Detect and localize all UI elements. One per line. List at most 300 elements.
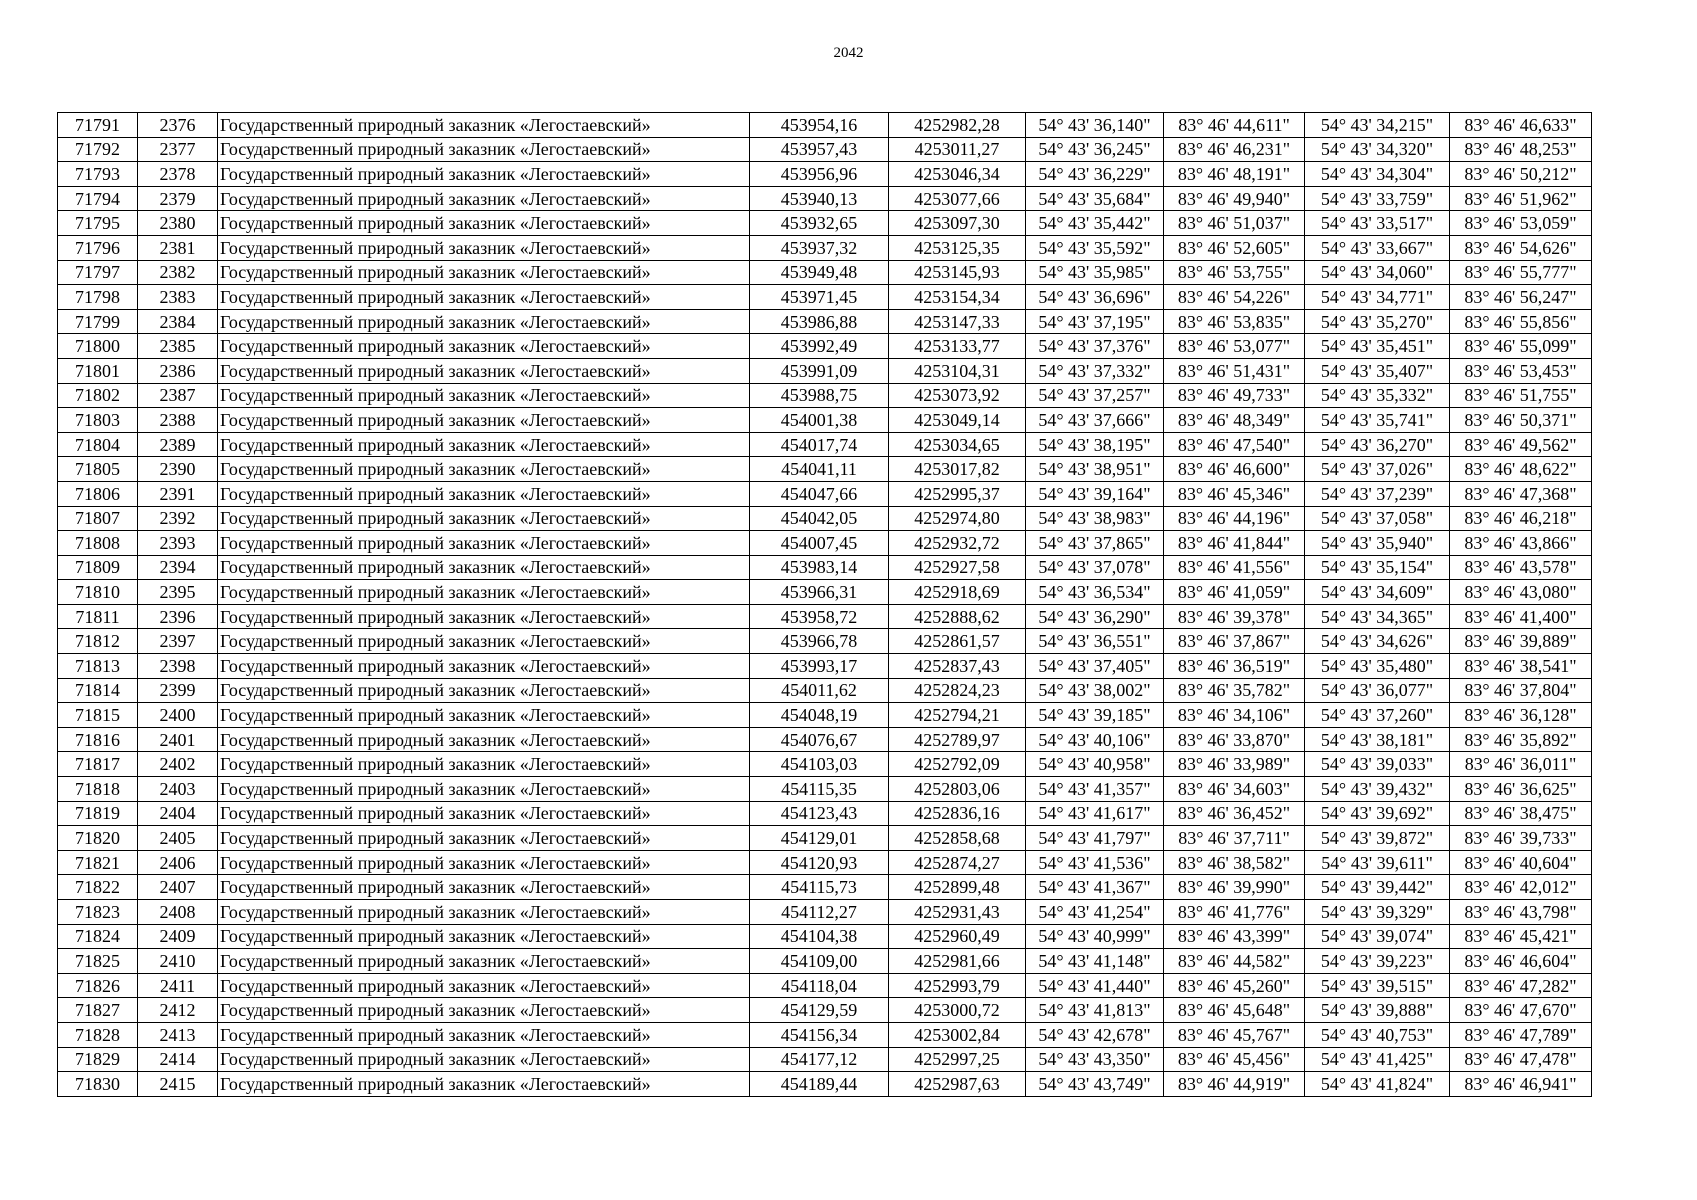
object-name-cell: Государственный природный заказник «Легостаевский»: [218, 457, 750, 482]
page-number: 2042: [833, 45, 864, 61]
y-coordinate-cell: 4252899,48: [889, 875, 1026, 900]
longitude-1-cell: 83° 46' 47,540": [1164, 432, 1305, 457]
longitude-2-cell: 83° 46' 36,625": [1450, 777, 1592, 802]
row-number-cell: 71822: [58, 875, 138, 900]
longitude-1-cell: 83° 46' 33,989": [1164, 752, 1305, 777]
latitude-2-cell: 54° 43' 36,077": [1305, 678, 1450, 703]
table-row: [58, 973, 1592, 998]
row-number-cell: 71828: [58, 1022, 138, 1047]
y-coordinate-cell: 4253000,72: [889, 998, 1026, 1023]
longitude-1-cell: 83° 46' 51,037": [1164, 211, 1305, 236]
table-row: [58, 604, 1592, 629]
x-coordinate-cell: 453986,88: [750, 309, 889, 334]
point-number-cell: 2379: [138, 186, 218, 211]
point-number-cell: 2408: [138, 900, 218, 925]
object-name-cell: Государственный природный заказник «Легостаевский»: [218, 850, 750, 875]
row-number-cell: 71813: [58, 654, 138, 679]
point-number-cell: 2388: [138, 408, 218, 433]
table-row: [58, 826, 1592, 851]
x-coordinate-cell: 454120,93: [750, 850, 889, 875]
row-number-cell: 71799: [58, 309, 138, 334]
latitude-2-cell: 54° 43' 35,741": [1305, 408, 1450, 433]
latitude-2-cell: 54° 43' 34,365": [1305, 604, 1450, 629]
point-number-cell: 2380: [138, 211, 218, 236]
point-number-cell: 2404: [138, 801, 218, 826]
longitude-2-cell: 83° 46' 43,866": [1450, 531, 1592, 556]
x-coordinate-cell: 454076,67: [750, 727, 889, 752]
object-name-cell: Государственный природный заказник «Легостаевский»: [218, 654, 750, 679]
y-coordinate-cell: 4252974,80: [889, 506, 1026, 531]
longitude-1-cell: 83° 46' 44,582": [1164, 949, 1305, 974]
latitude-1-cell: 54° 43' 41,367": [1026, 875, 1164, 900]
longitude-2-cell: 83° 46' 51,962": [1450, 186, 1592, 211]
latitude-1-cell: 54° 43' 36,140": [1026, 113, 1164, 138]
point-number-cell: 2387: [138, 383, 218, 408]
latitude-1-cell: 54° 43' 37,078": [1026, 555, 1164, 580]
table-row: [58, 777, 1592, 802]
longitude-1-cell: 83° 46' 41,556": [1164, 555, 1305, 580]
x-coordinate-cell: 453988,75: [750, 383, 889, 408]
table-row: [58, 531, 1592, 556]
point-number-cell: 2397: [138, 629, 218, 654]
latitude-1-cell: 54° 43' 36,551": [1026, 629, 1164, 654]
x-coordinate-cell: 453958,72: [750, 604, 889, 629]
y-coordinate-cell: 4252987,63: [889, 1072, 1026, 1097]
longitude-2-cell: 83° 46' 42,012": [1450, 875, 1592, 900]
x-coordinate-cell: 454011,62: [750, 678, 889, 703]
longitude-1-cell: 83° 46' 44,611": [1164, 113, 1305, 138]
table-row: [58, 900, 1592, 925]
longitude-1-cell: 83° 46' 38,582": [1164, 850, 1305, 875]
latitude-1-cell: 54° 43' 41,813": [1026, 998, 1164, 1023]
longitude-1-cell: 83° 46' 48,349": [1164, 408, 1305, 433]
object-name-cell: Государственный природный заказник «Легостаевский»: [218, 408, 750, 433]
table-row: [58, 211, 1592, 236]
longitude-2-cell: 83° 46' 39,889": [1450, 629, 1592, 654]
y-coordinate-cell: 4253077,66: [889, 186, 1026, 211]
row-number-cell: 71808: [58, 531, 138, 556]
table-row: [58, 260, 1592, 285]
latitude-2-cell: 54° 43' 39,692": [1305, 801, 1450, 826]
longitude-1-cell: 83° 46' 54,226": [1164, 285, 1305, 310]
longitude-2-cell: 83° 46' 47,478": [1450, 1047, 1592, 1072]
point-number-cell: 2415: [138, 1072, 218, 1097]
y-coordinate-cell: 4253097,30: [889, 211, 1026, 236]
table-row: [58, 801, 1592, 826]
latitude-2-cell: 54° 43' 41,425": [1305, 1047, 1450, 1072]
point-number-cell: 2384: [138, 309, 218, 334]
x-coordinate-cell: 453971,45: [750, 285, 889, 310]
x-coordinate-cell: 454118,04: [750, 973, 889, 998]
latitude-2-cell: 54° 43' 39,329": [1305, 900, 1450, 925]
latitude-2-cell: 54° 43' 39,223": [1305, 949, 1450, 974]
x-coordinate-cell: 453993,17: [750, 654, 889, 679]
longitude-2-cell: 83° 46' 46,218": [1450, 506, 1592, 531]
longitude-1-cell: 83° 46' 39,990": [1164, 875, 1305, 900]
point-number-cell: 2381: [138, 235, 218, 260]
row-number-cell: 71794: [58, 186, 138, 211]
longitude-1-cell: 83° 46' 34,603": [1164, 777, 1305, 802]
longitude-2-cell: 83° 46' 45,421": [1450, 924, 1592, 949]
latitude-2-cell: 54° 43' 39,515": [1305, 973, 1450, 998]
latitude-1-cell: 54° 43' 37,405": [1026, 654, 1164, 679]
longitude-2-cell: 83° 46' 43,080": [1450, 580, 1592, 605]
row-number-cell: 71803: [58, 408, 138, 433]
latitude-2-cell: 54° 43' 33,759": [1305, 186, 1450, 211]
longitude-1-cell: 83° 46' 45,346": [1164, 481, 1305, 506]
y-coordinate-cell: 4252792,09: [889, 752, 1026, 777]
y-coordinate-cell: 4252858,68: [889, 826, 1026, 851]
y-coordinate-cell: 4253034,65: [889, 432, 1026, 457]
table-row: [58, 383, 1592, 408]
latitude-2-cell: 54° 43' 39,888": [1305, 998, 1450, 1023]
x-coordinate-cell: 454007,45: [750, 531, 889, 556]
latitude-1-cell: 54° 43' 37,195": [1026, 309, 1164, 334]
y-coordinate-cell: 4252981,66: [889, 949, 1026, 974]
latitude-2-cell: 54° 43' 35,407": [1305, 358, 1450, 383]
table-row: [58, 703, 1592, 728]
longitude-1-cell: 83° 46' 48,191": [1164, 162, 1305, 187]
x-coordinate-cell: 454115,73: [750, 875, 889, 900]
latitude-1-cell: 54° 43' 42,678": [1026, 1022, 1164, 1047]
x-coordinate-cell: 453957,43: [750, 137, 889, 162]
row-number-cell: 71817: [58, 752, 138, 777]
latitude-1-cell: 54° 43' 39,185": [1026, 703, 1164, 728]
longitude-1-cell: 83° 46' 51,431": [1164, 358, 1305, 383]
longitude-2-cell: 83° 46' 36,128": [1450, 703, 1592, 728]
y-coordinate-cell: 4253046,34: [889, 162, 1026, 187]
row-number-cell: 71814: [58, 678, 138, 703]
row-number-cell: 71829: [58, 1047, 138, 1072]
object-name-cell: Государственный природный заказник «Легостаевский»: [218, 875, 750, 900]
y-coordinate-cell: 4252960,49: [889, 924, 1026, 949]
y-coordinate-cell: 4253049,14: [889, 408, 1026, 433]
point-number-cell: 2407: [138, 875, 218, 900]
longitude-1-cell: 83° 46' 35,782": [1164, 678, 1305, 703]
y-coordinate-cell: 4253147,33: [889, 309, 1026, 334]
latitude-2-cell: 54° 43' 35,451": [1305, 334, 1450, 359]
point-number-cell: 2394: [138, 555, 218, 580]
object-name-cell: Государственный природный заказник «Легостаевский»: [218, 481, 750, 506]
table-row: [58, 137, 1592, 162]
x-coordinate-cell: 454129,01: [750, 826, 889, 851]
table-row: [58, 875, 1592, 900]
table-row: [58, 1022, 1592, 1047]
table-row: [58, 506, 1592, 531]
object-name-cell: Государственный природный заказник «Легостаевский»: [218, 1047, 750, 1072]
longitude-2-cell: 83° 46' 40,604": [1450, 850, 1592, 875]
row-number-cell: 71818: [58, 777, 138, 802]
y-coordinate-cell: 4252982,28: [889, 113, 1026, 138]
latitude-2-cell: 54° 43' 37,260": [1305, 703, 1450, 728]
object-name-cell: Государственный природный заказник «Легостаевский»: [218, 801, 750, 826]
longitude-2-cell: 83° 46' 47,368": [1450, 481, 1592, 506]
x-coordinate-cell: 453956,96: [750, 162, 889, 187]
table-row: [58, 727, 1592, 752]
row-number-cell: 71819: [58, 801, 138, 826]
x-coordinate-cell: 453991,09: [750, 358, 889, 383]
table-row: [58, 924, 1592, 949]
row-number-cell: 71823: [58, 900, 138, 925]
longitude-1-cell: 83° 46' 45,260": [1164, 973, 1305, 998]
table-row: [58, 678, 1592, 703]
row-number-cell: 71805: [58, 457, 138, 482]
x-coordinate-cell: 454103,03: [750, 752, 889, 777]
longitude-1-cell: 83° 46' 53,077": [1164, 334, 1305, 359]
longitude-2-cell: 83° 46' 47,789": [1450, 1022, 1592, 1047]
longitude-2-cell: 83° 46' 38,475": [1450, 801, 1592, 826]
longitude-1-cell: 83° 46' 49,940": [1164, 186, 1305, 211]
point-number-cell: 2383: [138, 285, 218, 310]
latitude-1-cell: 54° 43' 41,536": [1026, 850, 1164, 875]
longitude-1-cell: 83° 46' 43,399": [1164, 924, 1305, 949]
x-coordinate-cell: 454112,27: [750, 900, 889, 925]
y-coordinate-cell: 4252995,37: [889, 481, 1026, 506]
object-name-cell: Государственный природный заказник «Легостаевский»: [218, 998, 750, 1023]
longitude-1-cell: 83° 46' 37,867": [1164, 629, 1305, 654]
longitude-2-cell: 83° 46' 37,804": [1450, 678, 1592, 703]
latitude-1-cell: 54° 43' 43,749": [1026, 1072, 1164, 1097]
point-number-cell: 2377: [138, 137, 218, 162]
table-row: [58, 1047, 1592, 1072]
longitude-2-cell: 83° 46' 43,798": [1450, 900, 1592, 925]
y-coordinate-cell: 4252789,97: [889, 727, 1026, 752]
point-number-cell: 2402: [138, 752, 218, 777]
row-number-cell: 71798: [58, 285, 138, 310]
point-number-cell: 2409: [138, 924, 218, 949]
latitude-2-cell: 54° 43' 37,058": [1305, 506, 1450, 531]
table-row: [58, 186, 1592, 211]
latitude-1-cell: 54° 43' 38,983": [1026, 506, 1164, 531]
row-number-cell: 71807: [58, 506, 138, 531]
longitude-1-cell: 83° 46' 41,776": [1164, 900, 1305, 925]
row-number-cell: 71804: [58, 432, 138, 457]
table-row: [58, 457, 1592, 482]
longitude-2-cell: 83° 46' 43,578": [1450, 555, 1592, 580]
row-number-cell: 71809: [58, 555, 138, 580]
latitude-1-cell: 54° 43' 40,999": [1026, 924, 1164, 949]
table-row: [58, 1072, 1592, 1097]
latitude-1-cell: 54° 43' 37,865": [1026, 531, 1164, 556]
longitude-1-cell: 83° 46' 44,196": [1164, 506, 1305, 531]
latitude-1-cell: 54° 43' 38,195": [1026, 432, 1164, 457]
latitude-2-cell: 54° 43' 39,074": [1305, 924, 1450, 949]
latitude-2-cell: 54° 43' 35,940": [1305, 531, 1450, 556]
longitude-2-cell: 83° 46' 54,626": [1450, 235, 1592, 260]
latitude-1-cell: 54° 43' 43,350": [1026, 1047, 1164, 1072]
longitude-2-cell: 83° 46' 38,541": [1450, 654, 1592, 679]
object-name-cell: Государственный природный заказник «Легостаевский»: [218, 235, 750, 260]
latitude-2-cell: 54° 43' 35,332": [1305, 383, 1450, 408]
object-name-cell: Государственный природный заказник «Легостаевский»: [218, 260, 750, 285]
longitude-1-cell: 83° 46' 33,870": [1164, 727, 1305, 752]
longitude-2-cell: 83° 46' 49,562": [1450, 432, 1592, 457]
object-name-cell: Государственный природный заказник «Легостаевский»: [218, 358, 750, 383]
latitude-2-cell: 54° 43' 39,442": [1305, 875, 1450, 900]
latitude-2-cell: 54° 43' 37,026": [1305, 457, 1450, 482]
longitude-2-cell: 83° 46' 53,059": [1450, 211, 1592, 236]
y-coordinate-cell: 4253125,35: [889, 235, 1026, 260]
longitude-1-cell: 83° 46' 34,106": [1164, 703, 1305, 728]
point-number-cell: 2400: [138, 703, 218, 728]
latitude-1-cell: 54° 43' 36,696": [1026, 285, 1164, 310]
x-coordinate-cell: 454104,38: [750, 924, 889, 949]
x-coordinate-cell: 453966,78: [750, 629, 889, 654]
y-coordinate-cell: 4253154,34: [889, 285, 1026, 310]
x-coordinate-cell: 454042,05: [750, 506, 889, 531]
y-coordinate-cell: 4253104,31: [889, 358, 1026, 383]
point-number-cell: 2390: [138, 457, 218, 482]
longitude-1-cell: 83° 46' 41,844": [1164, 531, 1305, 556]
point-number-cell: 2376: [138, 113, 218, 138]
x-coordinate-cell: 454048,19: [750, 703, 889, 728]
y-coordinate-cell: 4252861,57: [889, 629, 1026, 654]
point-number-cell: 2412: [138, 998, 218, 1023]
row-number-cell: 71800: [58, 334, 138, 359]
y-coordinate-cell: 4252927,58: [889, 555, 1026, 580]
latitude-2-cell: 54° 43' 39,611": [1305, 850, 1450, 875]
latitude-2-cell: 54° 43' 35,270": [1305, 309, 1450, 334]
row-number-cell: 71792: [58, 137, 138, 162]
table-row: [58, 949, 1592, 974]
row-number-cell: 71820: [58, 826, 138, 851]
object-name-cell: Государственный природный заказник «Легостаевский»: [218, 973, 750, 998]
x-coordinate-cell: 453932,65: [750, 211, 889, 236]
row-number-cell: 71802: [58, 383, 138, 408]
latitude-1-cell: 54° 43' 38,951": [1026, 457, 1164, 482]
latitude-1-cell: 54° 43' 37,332": [1026, 358, 1164, 383]
row-number-cell: 71816: [58, 727, 138, 752]
object-name-cell: Государственный природный заказник «Легостаевский»: [218, 949, 750, 974]
latitude-1-cell: 54° 43' 36,534": [1026, 580, 1164, 605]
longitude-2-cell: 83° 46' 41,400": [1450, 604, 1592, 629]
longitude-1-cell: 83° 46' 44,919": [1164, 1072, 1305, 1097]
point-number-cell: 2411: [138, 973, 218, 998]
x-coordinate-cell: 454109,00: [750, 949, 889, 974]
longitude-1-cell: 83° 46' 37,711": [1164, 826, 1305, 851]
object-name-cell: Государственный природный заказник «Легостаевский»: [218, 678, 750, 703]
row-number-cell: 71812: [58, 629, 138, 654]
latitude-1-cell: 54° 43' 40,106": [1026, 727, 1164, 752]
latitude-2-cell: 54° 43' 34,771": [1305, 285, 1450, 310]
point-number-cell: 2403: [138, 777, 218, 802]
point-number-cell: 2378: [138, 162, 218, 187]
object-name-cell: Государственный природный заказник «Легостаевский»: [218, 285, 750, 310]
point-number-cell: 2406: [138, 850, 218, 875]
table-row: [58, 285, 1592, 310]
row-number-cell: 71791: [58, 113, 138, 138]
table-row: [58, 481, 1592, 506]
object-name-cell: Государственный природный заказник «Легостаевский»: [218, 703, 750, 728]
row-number-cell: 71811: [58, 604, 138, 629]
object-name-cell: Государственный природный заказник «Легостаевский»: [218, 727, 750, 752]
object-name-cell: Государственный природный заказник «Легостаевский»: [218, 113, 750, 138]
x-coordinate-cell: 453983,14: [750, 555, 889, 580]
longitude-2-cell: 83° 46' 51,755": [1450, 383, 1592, 408]
y-coordinate-cell: 4252931,43: [889, 900, 1026, 925]
table-row: [58, 408, 1592, 433]
longitude-2-cell: 83° 46' 35,892": [1450, 727, 1592, 752]
latitude-2-cell: 54° 43' 35,154": [1305, 555, 1450, 580]
y-coordinate-cell: 4252997,25: [889, 1047, 1026, 1072]
object-name-cell: Государственный природный заказник «Легостаевский»: [218, 137, 750, 162]
coordinates-table: [57, 112, 1592, 1097]
longitude-2-cell: 83° 46' 46,633": [1450, 113, 1592, 138]
longitude-2-cell: 83° 46' 48,253": [1450, 137, 1592, 162]
table-row: [58, 752, 1592, 777]
x-coordinate-cell: 453937,32: [750, 235, 889, 260]
x-coordinate-cell: 454177,12: [750, 1047, 889, 1072]
longitude-2-cell: 83° 46' 55,856": [1450, 309, 1592, 334]
point-number-cell: 2385: [138, 334, 218, 359]
latitude-1-cell: 54° 43' 38,002": [1026, 678, 1164, 703]
row-number-cell: 71796: [58, 235, 138, 260]
y-coordinate-cell: 4253002,84: [889, 1022, 1026, 1047]
longitude-2-cell: 83° 46' 46,604": [1450, 949, 1592, 974]
latitude-1-cell: 54° 43' 37,257": [1026, 383, 1164, 408]
table-row: [58, 113, 1592, 138]
object-name-cell: Государственный природный заказник «Легостаевский»: [218, 211, 750, 236]
y-coordinate-cell: 4252794,21: [889, 703, 1026, 728]
latitude-2-cell: 54° 43' 36,270": [1305, 432, 1450, 457]
x-coordinate-cell: 453992,49: [750, 334, 889, 359]
x-coordinate-cell: 454123,43: [750, 801, 889, 826]
row-number-cell: 71815: [58, 703, 138, 728]
point-number-cell: 2393: [138, 531, 218, 556]
latitude-2-cell: 54° 43' 33,517": [1305, 211, 1450, 236]
x-coordinate-cell: 453949,48: [750, 260, 889, 285]
point-number-cell: 2386: [138, 358, 218, 383]
row-number-cell: 71827: [58, 998, 138, 1023]
latitude-1-cell: 54° 43' 41,797": [1026, 826, 1164, 851]
latitude-1-cell: 54° 43' 41,357": [1026, 777, 1164, 802]
table-row: [58, 998, 1592, 1023]
table-row: [58, 235, 1592, 260]
y-coordinate-cell: 4253073,92: [889, 383, 1026, 408]
object-name-cell: Государственный природный заказник «Легостаевский»: [218, 629, 750, 654]
longitude-2-cell: 83° 46' 53,453": [1450, 358, 1592, 383]
object-name-cell: Государственный природный заказник «Легостаевский»: [218, 752, 750, 777]
longitude-2-cell: 83° 46' 47,670": [1450, 998, 1592, 1023]
y-coordinate-cell: 4253133,77: [889, 334, 1026, 359]
longitude-1-cell: 83° 46' 52,605": [1164, 235, 1305, 260]
x-coordinate-cell: 454047,66: [750, 481, 889, 506]
longitude-1-cell: 83° 46' 45,456": [1164, 1047, 1305, 1072]
x-coordinate-cell: 454156,34: [750, 1022, 889, 1047]
table-row: [58, 162, 1592, 187]
table-row: [58, 555, 1592, 580]
longitude-2-cell: 83° 46' 36,011": [1450, 752, 1592, 777]
longitude-1-cell: 83° 46' 46,600": [1164, 457, 1305, 482]
x-coordinate-cell: 454115,35: [750, 777, 889, 802]
point-number-cell: 2399: [138, 678, 218, 703]
latitude-1-cell: 54° 43' 40,958": [1026, 752, 1164, 777]
object-name-cell: Государственный природный заказник «Легостаевский»: [218, 383, 750, 408]
y-coordinate-cell: 4252932,72: [889, 531, 1026, 556]
latitude-1-cell: 54° 43' 35,442": [1026, 211, 1164, 236]
point-number-cell: 2395: [138, 580, 218, 605]
longitude-2-cell: 83° 46' 55,099": [1450, 334, 1592, 359]
latitude-1-cell: 54° 43' 35,985": [1026, 260, 1164, 285]
point-number-cell: 2413: [138, 1022, 218, 1047]
longitude-1-cell: 83° 46' 45,648": [1164, 998, 1305, 1023]
latitude-2-cell: 54° 43' 34,215": [1305, 113, 1450, 138]
longitude-2-cell: 83° 46' 39,733": [1450, 826, 1592, 851]
latitude-2-cell: 54° 43' 33,667": [1305, 235, 1450, 260]
object-name-cell: Государственный природный заказник «Легостаевский»: [218, 580, 750, 605]
x-coordinate-cell: 453966,31: [750, 580, 889, 605]
table-row: [58, 850, 1592, 875]
